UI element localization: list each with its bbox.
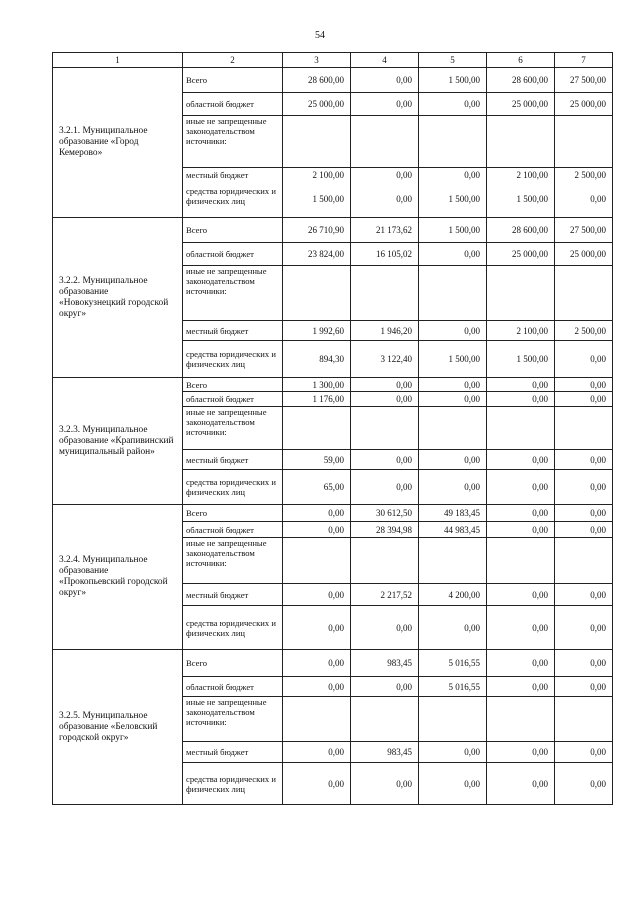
value-cell: 2 100,00 bbox=[487, 321, 555, 341]
value-cell: 0,00 bbox=[283, 522, 351, 538]
value-cell: 25 000,00 bbox=[487, 243, 555, 266]
table-row bbox=[53, 218, 613, 243]
value-cell: 44 983,45 bbox=[419, 522, 487, 538]
value-legal: 1 500,00 bbox=[448, 194, 480, 204]
value-cell: 0,00 bbox=[555, 450, 613, 470]
value-cell: 1 500,00 bbox=[419, 341, 487, 378]
header-row bbox=[53, 53, 613, 68]
empty-cell bbox=[419, 538, 487, 584]
value-cell: 28 600,00 bbox=[487, 68, 555, 93]
value-cell: 0,00 bbox=[487, 742, 555, 763]
value-cell: 894,30 bbox=[283, 341, 351, 378]
value-cell: 1 500,00 bbox=[419, 68, 487, 93]
value-cell: 0,00 bbox=[555, 677, 613, 697]
value-cell: 0,00 bbox=[555, 650, 613, 677]
value-local: 0,00 bbox=[464, 170, 480, 180]
municipality-name: 3.2.1. Муниципальное образование «Город Кемерово» bbox=[53, 68, 183, 218]
budget-body bbox=[53, 68, 613, 805]
value-cell: 25 000,00 bbox=[555, 93, 613, 116]
value-cell-stack bbox=[487, 168, 555, 218]
source-label-legal: средства юридических и физических лиц bbox=[186, 186, 276, 206]
value-cell: 0,00 bbox=[419, 243, 487, 266]
value-cell: 1 946,20 bbox=[351, 321, 419, 341]
source-label-legal: средства юридических и физических лиц bbox=[183, 606, 283, 650]
value-cell: 0,00 bbox=[419, 321, 487, 341]
value-cell: 0,00 bbox=[555, 742, 613, 763]
value-cell: 0,00 bbox=[419, 763, 487, 805]
empty-cell bbox=[351, 697, 419, 742]
value-cell-stack bbox=[283, 168, 351, 218]
source-label-local: местный бюджет bbox=[183, 584, 283, 606]
empty-cell bbox=[487, 538, 555, 584]
value-cell: 0,00 bbox=[283, 505, 351, 522]
value-cell: 0,00 bbox=[555, 378, 613, 392]
value-cell: 16 105,02 bbox=[351, 243, 419, 266]
empty-cell bbox=[555, 266, 613, 321]
value-cell: 0,00 bbox=[555, 341, 613, 378]
value-cell: 0,00 bbox=[555, 522, 613, 538]
empty-cell bbox=[283, 266, 351, 321]
value-cell: 49 183,45 bbox=[419, 505, 487, 522]
empty-cell bbox=[555, 407, 613, 450]
empty-cell bbox=[555, 697, 613, 742]
value-cell: 0,00 bbox=[351, 68, 419, 93]
value-cell: 5 016,55 bbox=[419, 677, 487, 697]
source-label-regional: областной бюджет bbox=[183, 677, 283, 697]
value-cell: 0,00 bbox=[283, 584, 351, 606]
value-cell: 0,00 bbox=[487, 584, 555, 606]
value-cell: 25 000,00 bbox=[283, 93, 351, 116]
value-cell: 27 500,00 bbox=[555, 68, 613, 93]
value-cell: 0,00 bbox=[351, 378, 419, 392]
value-local: 2 100,00 bbox=[516, 170, 548, 180]
source-label-regional: областной бюджет bbox=[183, 243, 283, 266]
source-label-total: Всего bbox=[183, 378, 283, 392]
value-cell: 0,00 bbox=[351, 392, 419, 407]
value-cell: 1 500,00 bbox=[419, 218, 487, 243]
source-label-legal: средства юридических и физических лиц bbox=[183, 763, 283, 805]
source-label-total: Всего bbox=[183, 68, 283, 93]
source-label-total: Всего bbox=[183, 218, 283, 243]
empty-cell bbox=[419, 697, 487, 742]
value-cell: 983,45 bbox=[351, 742, 419, 763]
table-row bbox=[53, 650, 613, 677]
source-label-regional: областной бюджет bbox=[183, 93, 283, 116]
table-row bbox=[53, 68, 613, 93]
empty-cell bbox=[351, 407, 419, 450]
source-label-local: местный бюджет bbox=[183, 450, 283, 470]
empty-cell bbox=[351, 538, 419, 584]
value-cell: 2 217,52 bbox=[351, 584, 419, 606]
value-cell: 0,00 bbox=[419, 93, 487, 116]
value-cell: 0,00 bbox=[487, 392, 555, 407]
empty-cell bbox=[487, 697, 555, 742]
value-cell: 65,00 bbox=[283, 470, 351, 505]
empty-cell bbox=[419, 266, 487, 321]
value-cell: 0,00 bbox=[487, 650, 555, 677]
value-cell: 0,00 bbox=[283, 677, 351, 697]
empty-cell bbox=[555, 116, 613, 168]
column-header: 4 bbox=[351, 53, 419, 68]
value-cell: 27 500,00 bbox=[555, 218, 613, 243]
column-header: 2 bbox=[183, 53, 283, 68]
empty-cell bbox=[283, 538, 351, 584]
table-row bbox=[53, 378, 613, 392]
value-cell: 0,00 bbox=[351, 606, 419, 650]
value-cell: 2 500,00 bbox=[555, 321, 613, 341]
municipality-name: 3.2.5. Муниципальное образование «Беловский городской округ» bbox=[53, 650, 183, 805]
table-row bbox=[53, 505, 613, 522]
value-cell: 3 122,40 bbox=[351, 341, 419, 378]
source-label-legal: средства юридических и физических лиц bbox=[183, 341, 283, 378]
value-legal: 0,00 bbox=[590, 194, 606, 204]
value-cell: 23 824,00 bbox=[283, 243, 351, 266]
value-cell: 1 176,00 bbox=[283, 392, 351, 407]
value-cell: 28 600,00 bbox=[283, 68, 351, 93]
source-label-other: иные не запрещенные законодательством источники: bbox=[183, 116, 283, 168]
value-cell: 0,00 bbox=[419, 742, 487, 763]
source-label-other: иные не запрещенные законодательством источники: bbox=[183, 407, 283, 450]
column-header: 1 bbox=[53, 53, 183, 68]
value-cell: 0,00 bbox=[351, 677, 419, 697]
value-legal: 1 500,00 bbox=[516, 194, 548, 204]
value-cell: 0,00 bbox=[283, 606, 351, 650]
value-cell: 0,00 bbox=[555, 505, 613, 522]
value-legal: 0,00 bbox=[396, 194, 412, 204]
value-cell: 0,00 bbox=[351, 450, 419, 470]
budget-table bbox=[52, 52, 613, 805]
value-cell: 0,00 bbox=[283, 742, 351, 763]
value-cell: 0,00 bbox=[351, 93, 419, 116]
value-cell: 25 000,00 bbox=[487, 93, 555, 116]
value-cell: 30 612,50 bbox=[351, 505, 419, 522]
value-cell: 0,00 bbox=[283, 763, 351, 805]
value-cell: 0,00 bbox=[351, 470, 419, 505]
page-number: 54 bbox=[315, 30, 325, 41]
municipality-name: 3.2.4. Муниципальное образование «Прокопьевский городской округ» bbox=[53, 505, 183, 650]
value-cell: 0,00 bbox=[487, 763, 555, 805]
source-label-other: иные не запрещенные законодательством источники: bbox=[183, 538, 283, 584]
value-cell: 26 710,90 bbox=[283, 218, 351, 243]
empty-cell bbox=[351, 266, 419, 321]
value-cell-stack bbox=[351, 168, 419, 218]
value-cell: 28 600,00 bbox=[487, 218, 555, 243]
value-cell: 1 300,00 bbox=[283, 378, 351, 392]
value-cell: 25 000,00 bbox=[555, 243, 613, 266]
value-cell: 0,00 bbox=[487, 450, 555, 470]
value-cell: 0,00 bbox=[487, 606, 555, 650]
source-label-local: местный бюджет bbox=[186, 170, 249, 180]
value-cell: 0,00 bbox=[555, 584, 613, 606]
source-label-other: иные не запрещенные законодательством источники: bbox=[183, 697, 283, 742]
value-cell: 0,00 bbox=[555, 763, 613, 805]
column-header: 6 bbox=[487, 53, 555, 68]
empty-cell bbox=[487, 116, 555, 168]
source-label-other: иные не запрещенные законодательством источники: bbox=[183, 266, 283, 321]
value-cell: 0,00 bbox=[487, 505, 555, 522]
column-header: 3 bbox=[283, 53, 351, 68]
value-cell: 0,00 bbox=[555, 470, 613, 505]
source-label-regional: областной бюджет bbox=[183, 392, 283, 407]
value-cell: 0,00 bbox=[487, 470, 555, 505]
value-cell: 5 016,55 bbox=[419, 650, 487, 677]
value-cell: 1 500,00 bbox=[487, 341, 555, 378]
value-cell: 0,00 bbox=[351, 763, 419, 805]
value-cell: 0,00 bbox=[283, 650, 351, 677]
empty-cell bbox=[283, 697, 351, 742]
source-label-local: местный бюджет bbox=[183, 742, 283, 763]
value-local: 0,00 bbox=[396, 170, 412, 180]
value-cell: 0,00 bbox=[419, 392, 487, 407]
value-legal: 1 500,00 bbox=[312, 194, 344, 204]
value-cell: 0,00 bbox=[487, 522, 555, 538]
empty-cell bbox=[487, 407, 555, 450]
source-label-regional: областной бюджет bbox=[183, 522, 283, 538]
value-cell: 0,00 bbox=[487, 677, 555, 697]
value-cell: 983,45 bbox=[351, 650, 419, 677]
municipality-name: 3.2.3. Муниципальное образование «Крапивинский муниципальный район» bbox=[53, 378, 183, 505]
empty-cell bbox=[351, 116, 419, 168]
source-label-stack bbox=[183, 168, 283, 218]
value-cell: 21 173,62 bbox=[351, 218, 419, 243]
empty-cell bbox=[283, 116, 351, 168]
source-label-total: Всего bbox=[183, 650, 283, 677]
value-cell-stack bbox=[419, 168, 487, 218]
value-cell: 28 394,98 bbox=[351, 522, 419, 538]
value-local: 2 100,00 bbox=[312, 170, 344, 180]
column-header: 7 bbox=[555, 53, 613, 68]
value-cell: 0,00 bbox=[555, 606, 613, 650]
value-cell: 59,00 bbox=[283, 450, 351, 470]
value-cell: 0,00 bbox=[419, 606, 487, 650]
value-cell: 0,00 bbox=[419, 378, 487, 392]
value-cell-stack bbox=[555, 168, 613, 218]
empty-cell bbox=[487, 266, 555, 321]
value-cell: 0,00 bbox=[555, 392, 613, 407]
value-cell: 0,00 bbox=[419, 470, 487, 505]
empty-cell bbox=[283, 407, 351, 450]
value-cell: 0,00 bbox=[487, 378, 555, 392]
source-label-legal: средства юридических и физических лиц bbox=[183, 470, 283, 505]
empty-cell bbox=[555, 538, 613, 584]
column-header: 5 bbox=[419, 53, 487, 68]
value-local: 2 500,00 bbox=[574, 170, 606, 180]
value-cell: 4 200,00 bbox=[419, 584, 487, 606]
municipality-name: 3.2.2. Муниципальное образование «Новокузнецкий городской округ» bbox=[53, 218, 183, 378]
empty-cell bbox=[419, 407, 487, 450]
value-cell: 0,00 bbox=[419, 450, 487, 470]
empty-cell bbox=[419, 116, 487, 168]
value-cell: 1 992,60 bbox=[283, 321, 351, 341]
source-label-local: местный бюджет bbox=[183, 321, 283, 341]
source-label-total: Всего bbox=[183, 505, 283, 522]
